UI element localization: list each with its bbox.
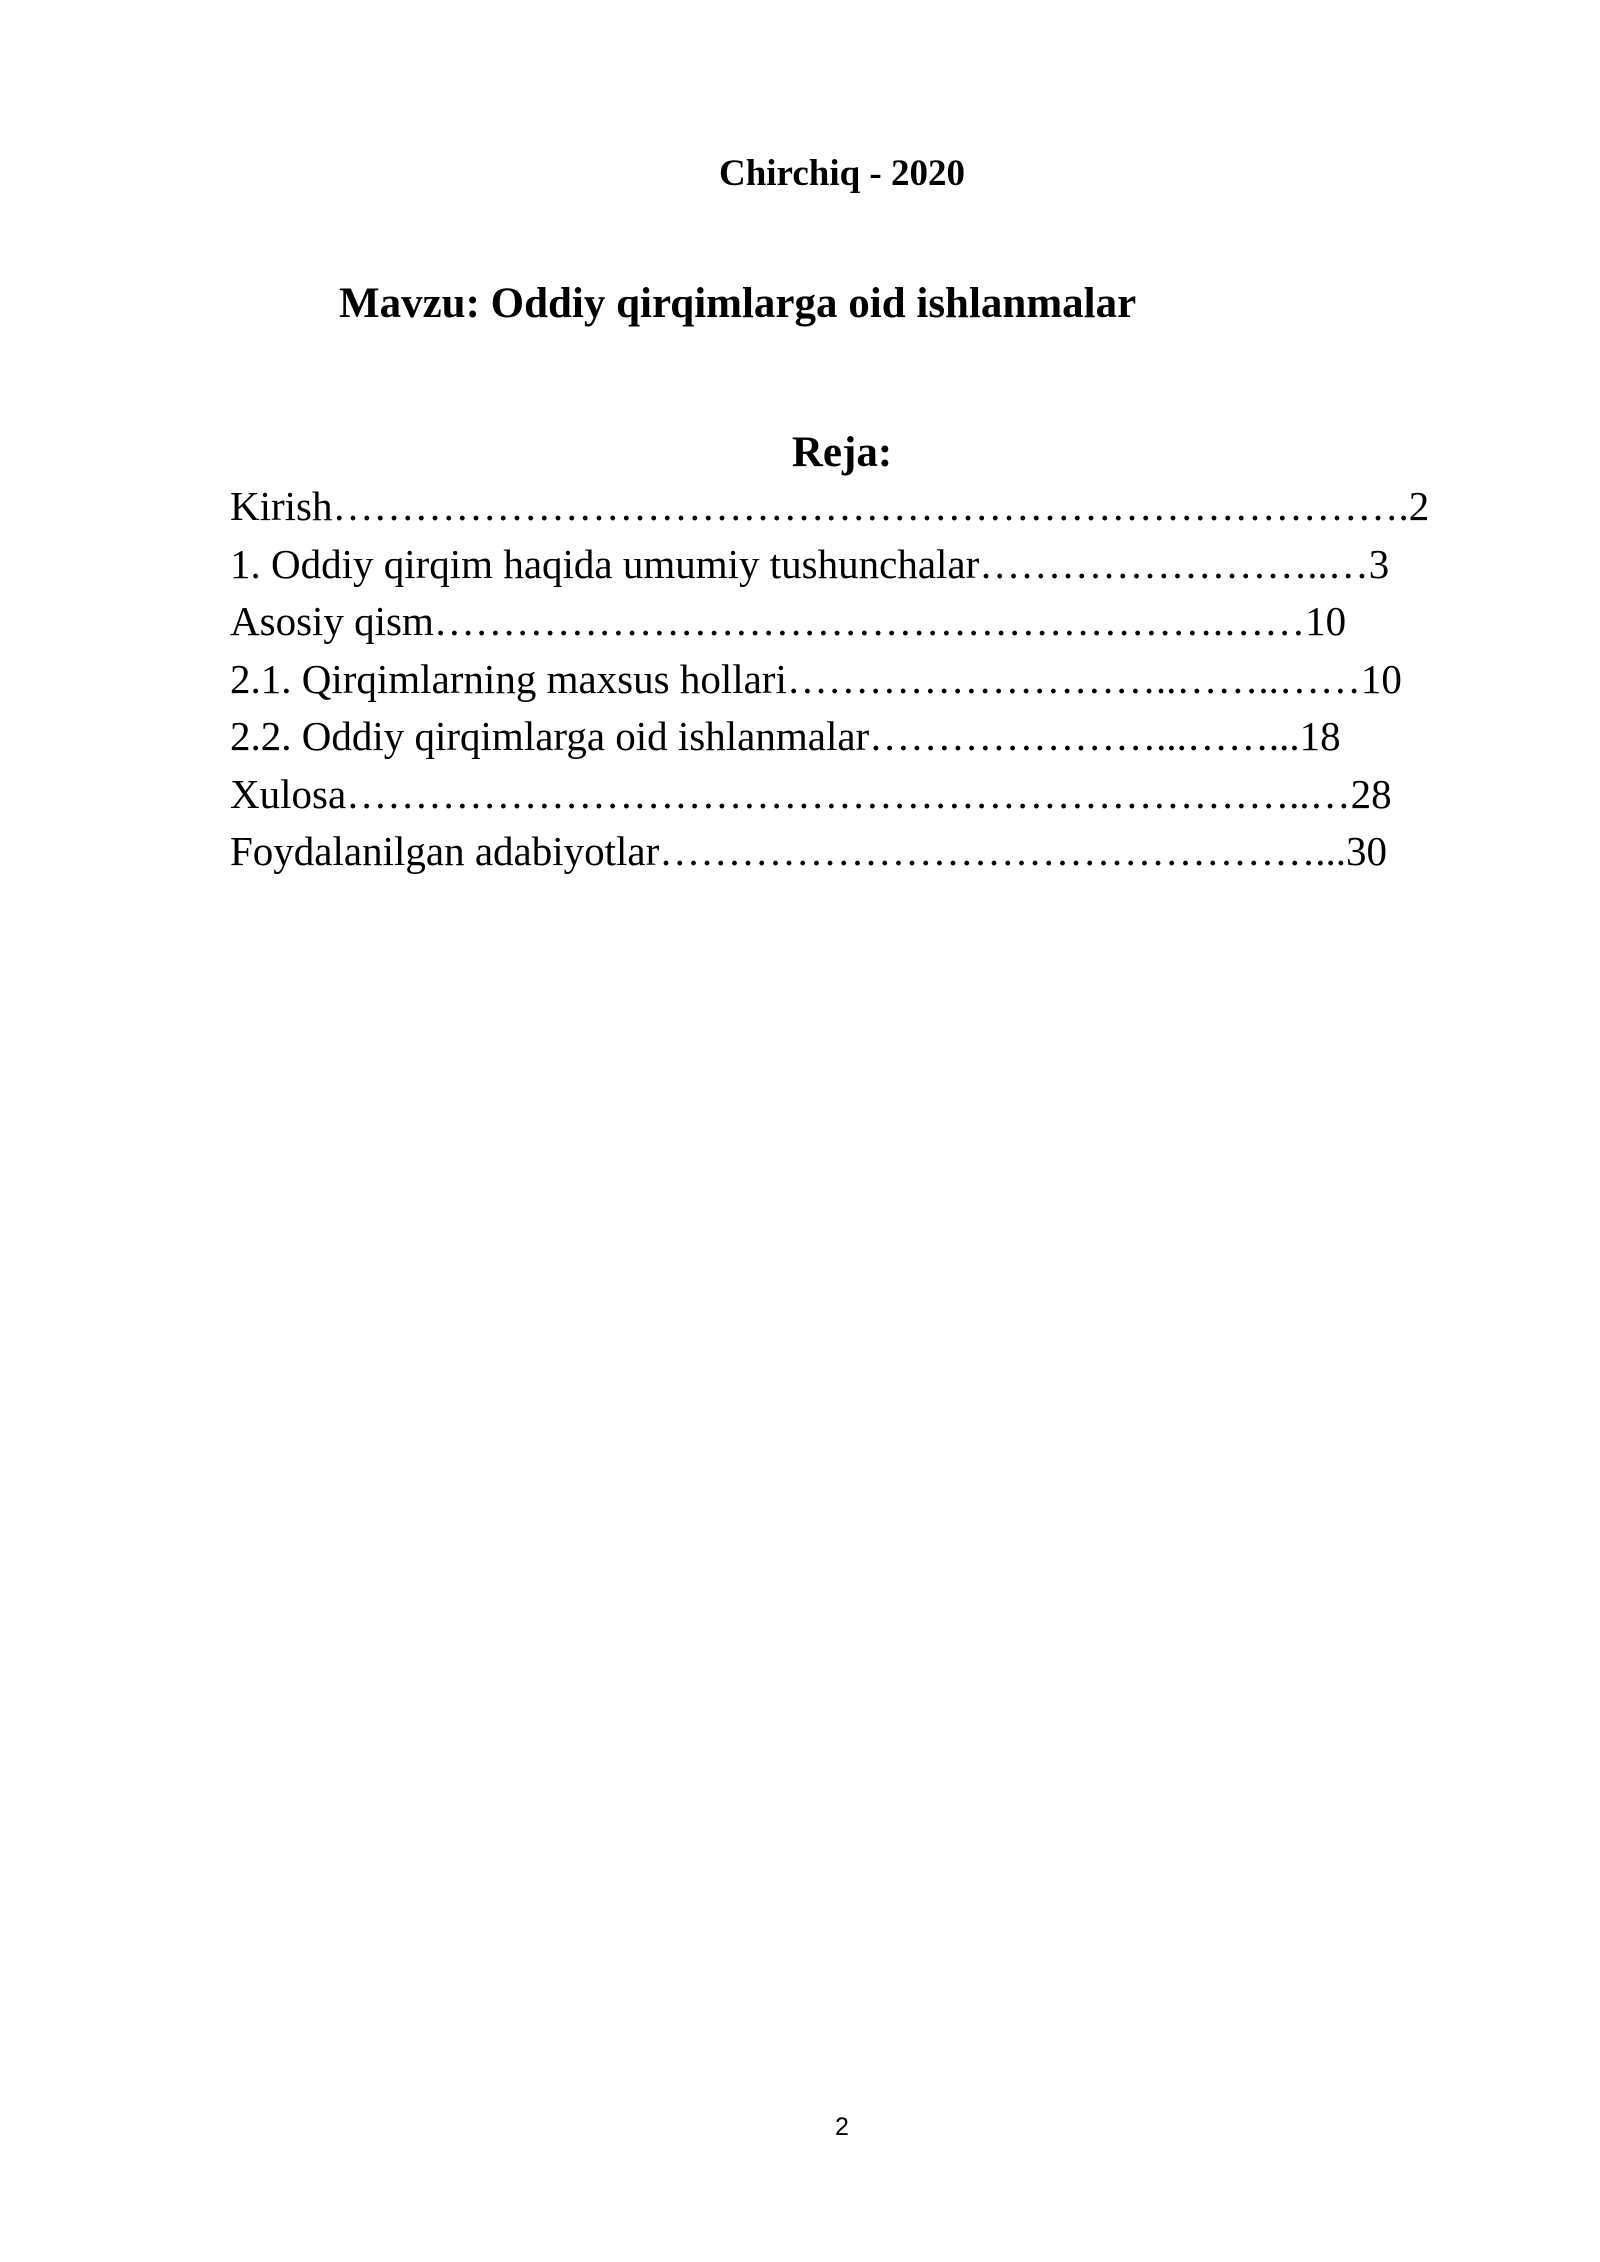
- city-year: Chirchiq - 2020: [718, 153, 965, 194]
- toc-entry-oddiy-qirqim: [230, 536, 1456, 594]
- toc-entry-text: 2.2. Oddiy qirqimlarga oid ishlanmalar…………………...……...18: [230, 713, 1341, 759]
- toc-entry-text: 1. Oddiy qirqim haqida umumiy tushunchalar……………………..…3: [230, 540, 1390, 587]
- toc-entry-text: Foydalanilgan adabiyotlar…………………………………………...30: [230, 828, 1387, 874]
- page-number: 2: [835, 2113, 849, 2141]
- toc-entry-maxsus-hollari: [230, 651, 1456, 709]
- toc-entry-text: Xulosa……………………………………………………………..…28: [230, 770, 1392, 817]
- toc-entry-asosiy-qism: [230, 593, 1456, 651]
- table-of-contents: [230, 478, 1456, 881]
- topic-title: Mavzu: Oddiy qirqimlarga oid ishlanmalar: [339, 280, 1137, 327]
- toc-entry-text: 2.1. Qirqimlarning maxsus hollari………………………..……..……10: [230, 655, 1402, 702]
- plan-title: Reja:: [791, 429, 893, 476]
- toc-entry-xulosa: [230, 766, 1456, 824]
- toc-entry-kirish: [230, 478, 1456, 536]
- toc-entry-text: Asosiy qism………………………………………………….……10: [230, 598, 1347, 644]
- toc-entry-adabiyotlar: [230, 823, 1456, 881]
- toc-entry-text: Kirish…………………………………………………………………….2: [230, 483, 1430, 529]
- toc-entry-ishlanmalar: [230, 708, 1456, 766]
